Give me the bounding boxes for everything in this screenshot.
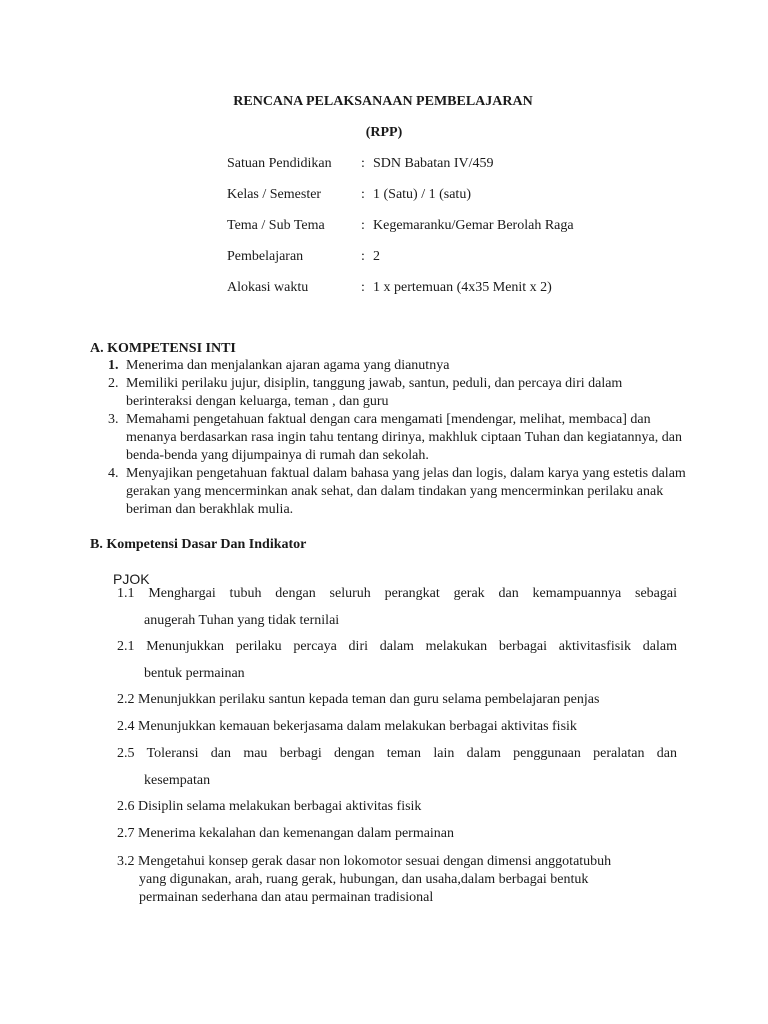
list-item: [106, 411, 686, 465]
kd-item: [117, 585, 677, 630]
list-item: [106, 357, 686, 375]
info-value: 2: [373, 249, 380, 264]
info-colon: :: [361, 187, 365, 202]
list-item-text: Menyajikan pengetahuan faktual dalam bahasa yang jelas dan logis, dalam karya yang estetis dalam gerakan yang mencerminkan anak sehat, dan dalam tindakan yang mencerminkan perilaku anak beriman dan berakhlak mulia.: [126, 466, 686, 517]
kd-item-continuation: permainan sederhana dan atau permainan tradisional: [139, 890, 434, 905]
kd-item-line: 1.1 Menghargai tubuh dengan seluruh perangkat gerak dan kemampuannya sebagai: [117, 586, 677, 601]
list-item-text: Menerima dan menjalankan ajaran agama yang dianutnya: [126, 358, 450, 373]
section-b-heading: B. Kompetensi Dasar Dan Indikator: [90, 537, 307, 552]
list-item: [106, 465, 686, 519]
info-colon: :: [361, 280, 365, 295]
kd-item-line: 2.2 Menunjukkan perilaku santun kepada teman dan guru selama pembelajaran penjas: [117, 692, 600, 707]
kd-item: [117, 853, 677, 907]
list-item-text: Memahami pengetahuan faktual dengan cara mengamati [mendengar, melihat, membaca] dan menanya berdasarkan rasa ingin tahu tentang dirinya, makhluk ciptaan Tuhan dan kegiatannya, dan benda-benda yang dijumpainya di rumah dan sekolah.: [126, 412, 682, 463]
kd-item: [117, 798, 677, 816]
info-label: Tema / Sub Tema: [227, 218, 325, 233]
kd-item-line: 2.1 Menunjukkan perilaku percaya diri dalam melakukan berbagai aktivitasfisik dalam: [117, 639, 677, 654]
section-a-heading: A. KOMPETENSI INTI: [90, 341, 236, 356]
list-item-number: 2.: [108, 376, 119, 391]
list-item: [106, 375, 686, 411]
kd-item-line: 2.5 Toleransi dan mau berbagi dengan teman lain dalam penggunaan peralatan dan: [117, 746, 677, 761]
info-colon: :: [361, 156, 365, 171]
kd-item-line: 2.4 Menunjukkan kemauan bekerjasama dalam melakukan berbagai aktivitas fisik: [117, 719, 577, 734]
kd-item: [117, 745, 677, 790]
document-subtitle: [0, 124, 768, 142]
list-item-text: Memiliki perilaku jujur, disiplin, tanggung jawab, santun, peduli, dan percaya diri dalam berinteraksi dengan keluarga, teman , dan guru: [126, 376, 623, 409]
list-item-number: 1.: [108, 358, 119, 373]
info-label: Alokasi waktu: [227, 280, 309, 295]
document-subtitle-text: (RPP): [365, 125, 403, 140]
list-item-number: 3.: [108, 412, 119, 427]
kd-item: [117, 825, 677, 843]
document-title: RENCANA PELAKSANAAN PEMBELAJARAN: [233, 94, 533, 109]
info-label: Satuan Pendidikan: [227, 156, 332, 171]
list-item-number: 4.: [108, 466, 119, 481]
info-value: 1 (Satu) / 1 (satu): [373, 187, 471, 202]
kd-item-continuation: bentuk permainan: [144, 666, 245, 681]
kd-item-line: 2.6 Disiplin selama melakukan berbagai aktivitas fisik: [117, 799, 422, 814]
subject-label: PJOK: [113, 571, 150, 587]
kd-item-continuation: yang digunakan, arah, ruang gerak, hubungan, dan usaha,dalam berbagai bentuk: [139, 872, 589, 887]
info-label: Kelas / Semester: [227, 187, 322, 202]
kd-item: [117, 638, 677, 683]
kd-item-continuation: kesempatan: [144, 773, 211, 788]
kd-item: [117, 718, 677, 736]
info-label: Pembelajaran: [227, 249, 304, 264]
kompetensi-inti-list: [106, 357, 686, 519]
kd-item-line: 2.7 Menerima kekalahan dan kemenangan dalam permainan: [117, 826, 455, 841]
info-colon: :: [361, 249, 365, 264]
info-value: Kegemaranku/Gemar Berolah Raga: [373, 218, 574, 233]
kd-item-continuation: anugerah Tuhan yang tidak ternilai: [144, 613, 340, 628]
info-colon: :: [361, 218, 365, 233]
info-value: 1 x pertemuan (4x35 Menit x 2): [373, 280, 552, 295]
info-value: SDN Babatan IV/459: [373, 156, 494, 171]
kd-item-line: 3.2 Mengetahui konsep gerak dasar non lokomotor sesuai dengan dimensi anggotatubuh: [117, 854, 612, 869]
kd-item: [117, 691, 677, 709]
